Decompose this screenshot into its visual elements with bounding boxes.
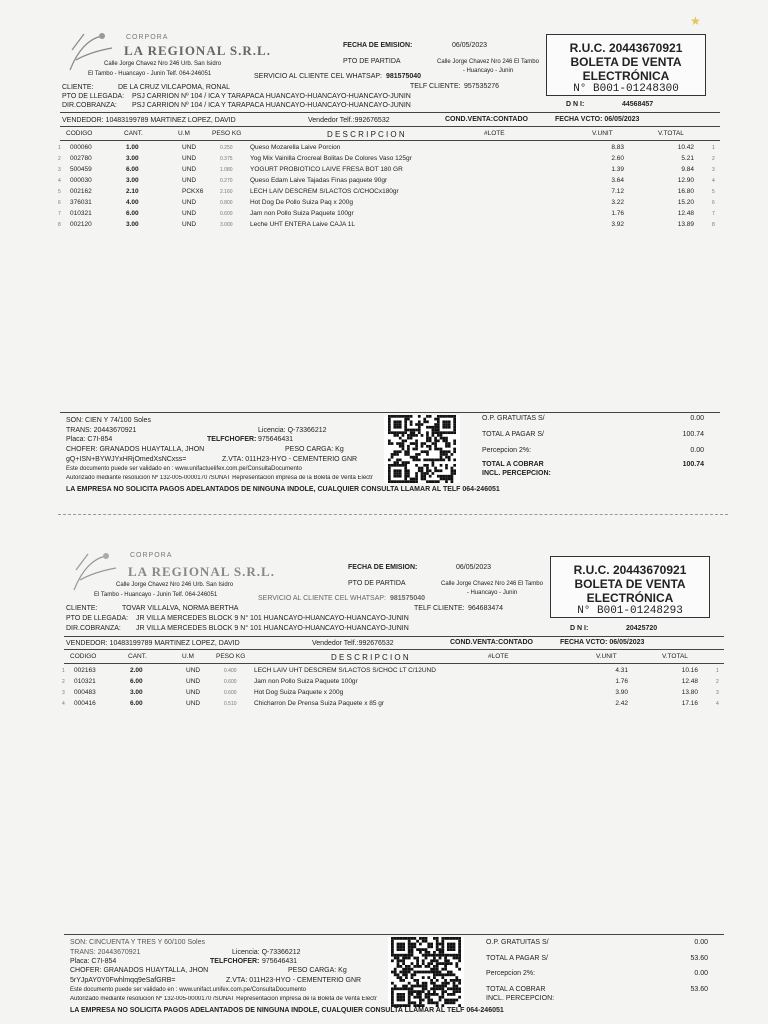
table-row — [0, 166, 760, 176]
doc-type-2: ELECTRÓNICA — [582, 69, 670, 83]
peso-carga: PESO CARGA: Kg — [285, 446, 344, 453]
pto-partida-label: PTO DE PARTIDA — [343, 58, 401, 65]
placa: Placa: C7I-854 — [66, 436, 113, 443]
item-index: 2 — [62, 679, 65, 685]
item-peso: 0.375 — [220, 156, 233, 162]
col-vtotal: V.TOTAL — [662, 653, 688, 660]
item-desc: Hot Dog Suiza Paquete x 200g — [254, 689, 344, 696]
item-vunit: 3.90 — [615, 689, 628, 696]
zvta: Z.VTA: 011H23-HYO - CEMENTERIO GNR — [222, 456, 358, 463]
item-code: 002120 — [70, 221, 92, 228]
telfchofer: 975646431 — [258, 436, 294, 443]
cliente: TOVAR VILLALVA, NORMA BERTHA — [122, 605, 239, 612]
fecha-vcto: FECHA VCTO: 06/05/2023 — [555, 116, 640, 123]
item-code: 500459 — [70, 166, 92, 173]
placa: Placa: C7I-854 — [70, 958, 117, 965]
table-row — [0, 177, 760, 187]
hash: gQ+ISN+BYWJYxHRjOmedXsNCxss= — [66, 456, 187, 463]
total-pagar: 53.60 — [690, 955, 708, 962]
zvta: Z.VTA: 011H23-HYO - CEMENTERIO GNR — [226, 977, 362, 984]
company-address2: El Tambo - Huancayo - Junin Telf. 064-246051 — [94, 592, 218, 598]
total-pagar-label: TOTAL A PAGAR S/ — [482, 431, 544, 438]
item-um: UND — [182, 155, 197, 162]
table-row — [0, 188, 760, 198]
item-desc: LECH LAIV UHT DESCREM S/LACTOS S/CHOC LT C/12UND — [254, 667, 436, 674]
qr-code-icon — [384, 415, 460, 483]
item-desc: Yog Mix Vainilla Crocreal Bolitas De Colores Vaso 125gr — [250, 155, 412, 162]
item-vunit: 1.76 — [615, 678, 628, 685]
item-index: 5 — [58, 189, 61, 195]
item-cant: 6.00 — [130, 700, 143, 707]
receipt-1 — [0, 0, 768, 510]
item-ref: 1 — [716, 668, 719, 674]
item-code: 002780 — [70, 155, 92, 162]
autorizado: Autorizado mediante resolución Nº 132-005-0000170 /SUNAT Representacion impresa de la Boleta de Venta Electr — [70, 996, 377, 1002]
chofer: CHOFER: GRANADOS HUAYTALLA, JHON — [66, 446, 205, 453]
item-desc: Chicharron De Prensa Suiza Paquete x 85 gr — [254, 700, 385, 707]
percepcion-label: Percepcion 2%: — [486, 970, 536, 977]
item-index: 1 — [58, 145, 61, 151]
item-ref: 1 — [712, 145, 715, 151]
item-code: 010321 — [70, 210, 92, 217]
peso-carga: PESO CARGA: Kg — [288, 967, 347, 974]
telfchofer-label: TELFCHOFER: — [207, 436, 257, 443]
dni-label: D N I: — [570, 625, 589, 632]
pto-partida-label: PTO DE PARTIDA — [348, 580, 406, 587]
cobranza-label: DIR.COBRANZA: — [66, 625, 121, 632]
item-um: UND — [182, 221, 197, 228]
receipt-2 — [0, 510, 768, 1024]
col-peso: PESO KG — [216, 653, 246, 660]
item-vunit: 7.12 — [611, 188, 624, 195]
divider — [64, 663, 724, 664]
validar: Este documento puede ser validado en : www.unifact.unifex.com.pe/ConsultaDocumento — [70, 987, 307, 993]
cliente-label: CLIENTE: — [62, 84, 94, 91]
item-index: 6 — [58, 200, 61, 206]
item-ref: 5 — [712, 189, 715, 195]
item-cant: 3.00 — [130, 689, 143, 696]
item-peso: 2.160 — [220, 189, 233, 195]
item-index: 3 — [62, 690, 65, 696]
col-codigo: CODIGO — [70, 653, 97, 660]
item-um: UND — [182, 210, 197, 217]
divider — [60, 140, 720, 141]
llegada-label: PTO DE LLEGADA: — [66, 615, 129, 622]
telf-cliente-label: TELF CLIENTE: — [410, 83, 461, 90]
col-um: U.M — [178, 130, 190, 137]
fecha-vcto: FECHA VCTO: 06/05/2023 — [560, 639, 645, 646]
item-index: 8 — [58, 222, 61, 228]
total-cobrar-label: TOTAL A COBRAR — [482, 461, 544, 468]
col-peso: PESO KG — [212, 130, 242, 137]
cond-venta: COND.VENTA:CONTADO — [445, 116, 528, 123]
total-gratuitas-label: O.P. GRATUITAS S/ — [482, 415, 545, 422]
item-code: 000060 — [70, 144, 92, 151]
item-code: 376031 — [70, 199, 92, 206]
cobranza: PSJ CARRION Nº 104 / ICA Y TARAPACA HUANCAYO-HUANCAYO-HUANCAYO-JUNIN — [132, 102, 411, 109]
item-code: 000030 — [70, 177, 92, 184]
item-ref: 6 — [712, 200, 715, 206]
llegada: PSJ CARRION Nº 104 / ICA Y TARAPACA HUANCAYO-HUANCAYO-HUANCAYO-JUNIN — [132, 93, 411, 100]
divider — [64, 649, 724, 650]
item-index: 2 — [58, 156, 61, 162]
item-index: 1 — [62, 668, 65, 674]
item-ref: 2 — [716, 679, 719, 685]
item-desc: Queso Mozarella Laive Porcion — [250, 144, 341, 151]
empresa-aviso: LA EMPRESA NO SOLICITA PAGOS ADELANTADOS DE NINGUNA INDOLE, CUALQUIER CONSULTA LLAMAR AL TELF 064-246051 — [66, 486, 500, 493]
table-header — [4, 653, 768, 663]
item-vtotal: 12.48 — [677, 210, 694, 217]
cond-venta: COND.VENTA:CONTADO — [450, 639, 533, 646]
item-vtotal: 12.48 — [681, 678, 698, 685]
item-desc: YOGURT PROBIOTICO LAIVE FRESA BOT 180 GR — [250, 166, 403, 173]
item-vunit: 3.64 — [611, 177, 624, 184]
item-cant: 4.00 — [126, 199, 139, 206]
item-peso: 0.800 — [220, 200, 233, 206]
son: SON: CIEN Y 74/100 Soles — [66, 417, 151, 424]
cliente: DE LA CRUZ VILCAPOMA, RONAL — [118, 84, 231, 91]
item-vtotal: 10.42 — [677, 144, 694, 151]
item-vtotal: 13.89 — [677, 221, 694, 228]
table-header — [0, 130, 768, 140]
col-lote: #LOTE — [488, 653, 509, 660]
col-vtotal: V.TOTAL — [658, 130, 684, 137]
company-name: LA REGIONAL S.R.L. — [124, 43, 271, 58]
item-peso: 0.600 — [224, 679, 237, 685]
cut-line — [58, 514, 728, 515]
corner-mark-icon: ★ — [690, 14, 701, 28]
ruc: R.U.C. 20443670921 — [569, 41, 683, 55]
son: SON: CINCUENTA Y TRES Y 60/100 Soles — [70, 939, 206, 946]
item-desc: Jam non Pollo Suiza Paquete 100gr — [250, 210, 354, 217]
item-cant: 6.00 — [126, 210, 139, 217]
item-vunit: 1.76 — [611, 210, 624, 217]
trans: TRANS: 20443670921 — [70, 949, 141, 956]
telf-cliente-label: TELF CLIENTE: — [414, 605, 465, 612]
item-ref: 4 — [712, 178, 715, 184]
item-ref: 8 — [712, 222, 715, 228]
item-um: UND — [186, 667, 201, 674]
item-vtotal: 16.80 — [677, 188, 694, 195]
item-vunit: 8.83 — [611, 144, 624, 151]
item-um: UND — [182, 144, 197, 151]
item-cant: 6.00 — [130, 678, 143, 685]
item-cant: 2.00 — [130, 667, 143, 674]
table-row — [4, 689, 764, 699]
col-um: U.M — [182, 653, 194, 660]
whatsapp: 981575040 — [390, 595, 426, 602]
item-peso: 0.400 — [224, 668, 237, 674]
total-pagar: 100.74 — [682, 431, 704, 438]
company-name: LA REGIONAL S.R.L. — [128, 564, 275, 579]
table-row — [0, 199, 760, 209]
item-desc: Hot Dog De Pollo Suiza Paq x 200g — [250, 199, 353, 206]
item-code: 010321 — [74, 678, 96, 685]
item-code: 002163 — [74, 667, 96, 674]
item-um: UND — [182, 199, 197, 206]
item-vunit: 3.22 — [611, 199, 624, 206]
autorizado: Autorizado mediante resolución Nº 132-005-0000170 /SUNAT Representacion impresa de la Boleta de Venta Electr — [66, 475, 373, 481]
item-desc: Queso Edam Laive Tajadas Finas paquete 90gr — [250, 177, 388, 184]
telf-cliente: 957535276 — [464, 83, 500, 90]
divider — [64, 636, 724, 637]
item-index: 4 — [62, 701, 65, 707]
item-peso: 0.600 — [220, 211, 233, 217]
item-cant: 3.00 — [126, 177, 139, 184]
col-codigo: CODIGO — [66, 130, 93, 137]
col-cant: CANT. — [124, 130, 143, 137]
item-index: 3 — [58, 167, 61, 173]
empresa-aviso: LA EMPRESA NO SOLICITA PAGOS ADELANTADOS DE NINGUNA INDOLE, CUALQUIER CONSULTA LLAMAR AL TELF 064-246051 — [70, 1007, 504, 1014]
item-vunit: 3.92 — [611, 221, 624, 228]
company-address: Calle Jorge Chavez Nro 246 Urb. San Isidro — [104, 61, 222, 67]
col-descripcion: D E S C R I P C I O N — [327, 130, 405, 139]
fecha-emision: 06/05/2023 — [452, 42, 488, 49]
pto-partida: Calle Jorge Chavez Nro 246 El Tambo - Huancayo - Junin — [437, 59, 539, 74]
doc-type-2: ELECTRÓNICA — [586, 591, 674, 605]
item-peso: 0.600 — [224, 690, 237, 696]
total-pagar-label: TOTAL A PAGAR S/ — [486, 955, 548, 962]
divider — [60, 126, 720, 127]
dni: 20425720 — [626, 625, 658, 632]
percepcion-label: Percepcion 2%: — [482, 447, 532, 454]
whatsapp-label: SERVICIO AL CLIENTE CEL WHATSAP: — [258, 595, 386, 602]
table-row — [0, 144, 760, 154]
pto-partida: Calle Jorge Chavez Nro 246 El Tambo - Huancayo - Junin — [441, 581, 543, 596]
item-um: UND — [182, 177, 197, 184]
doc-type: BOLETA DE VENTA — [570, 55, 682, 69]
divider — [64, 934, 724, 935]
incl-percepcion-label: INCL. PERCEPCION: — [486, 995, 555, 1002]
company-address2: El Tambo - Huancayo - Junin Telf. 064-246051 — [88, 71, 212, 77]
item-vtotal: 5.21 — [681, 155, 694, 162]
table-row — [4, 667, 764, 677]
cobranza-label: DIR.COBRANZA: — [62, 102, 117, 109]
item-um: UND — [186, 700, 201, 707]
item-peso: 3.000 — [220, 222, 233, 228]
item-ref: 4 — [716, 701, 719, 707]
vendedor-tel: Vendedor Telf.:992676532 — [308, 117, 390, 124]
item-um: PCKX6 — [182, 188, 204, 195]
total-cobrar: 100.74 — [682, 461, 704, 468]
total-gratuitas: 0.00 — [690, 415, 704, 422]
company-small: CORPORA — [130, 552, 173, 559]
item-cant: 3.00 — [126, 155, 139, 162]
vendedor: VENDEDOR: 10483199789 MARTINEZ LOPEZ, DAVID — [66, 640, 240, 647]
telfchofer: 975646431 — [262, 958, 298, 965]
item-vunit: 1.39 — [611, 166, 624, 173]
doc-number: N° B001-01248300 — [573, 83, 679, 95]
validar: Este documento puede ser validado en : www.unifactuelifex.com.pe/ConsultaDocumento — [66, 466, 302, 472]
licencia: Licencia: Q-73366212 — [258, 427, 327, 434]
item-code: 000416 — [74, 700, 96, 707]
chofer: CHOFER: GRANADOS HUAYTALLA, JHON — [70, 967, 209, 974]
licencia: Licencia: Q-73366212 — [232, 949, 301, 956]
incl-percepcion-label: INCL. PERCEPCION: — [482, 470, 551, 477]
vendedor: VENDEDOR: 10483199789 MARTINEZ LOPEZ, DAVID — [62, 117, 236, 124]
item-peso: 0.510 — [224, 701, 237, 707]
col-vunit: V.UNIT — [592, 130, 613, 137]
total-gratuitas: 0.00 — [694, 939, 708, 946]
hash: 5rYJpAY0Y0Fwhlmqq9eSafGRB= — [70, 977, 176, 984]
fecha-emision: 06/05/2023 — [456, 564, 492, 571]
qr-code-icon — [388, 937, 464, 1007]
item-vtotal: 13.80 — [681, 689, 698, 696]
whatsapp-label: SERVICIO AL CLIENTE CEL WHATSAP: — [254, 73, 382, 80]
item-vtotal: 15.20 — [677, 199, 694, 206]
percepcion: 0.00 — [694, 970, 708, 977]
table-row — [0, 221, 760, 231]
ruc-box — [550, 556, 710, 618]
total-cobrar-label: TOTAL A COBRAR — [486, 986, 546, 993]
item-desc: Jam non Pollo Suiza Paquete 100gr — [254, 678, 358, 685]
item-vtotal: 12.90 — [677, 177, 694, 184]
col-cant: CANT. — [128, 653, 147, 660]
fecha-emision-label: FECHA DE EMISION: — [348, 564, 418, 571]
item-ref: 3 — [716, 690, 719, 696]
doc-number: N° B001-01248293 — [577, 605, 683, 617]
item-vtotal: 9.84 — [681, 166, 694, 173]
item-cant: 3.00 — [126, 221, 139, 228]
col-lote: #LOTE — [484, 130, 505, 137]
item-um: UND — [186, 678, 201, 685]
item-vunit: 2.60 — [611, 155, 624, 162]
item-peso: 1.080 — [220, 167, 233, 173]
item-vunit: 2.42 — [615, 700, 628, 707]
company-logo-icon — [66, 550, 126, 598]
item-index: 7 — [58, 211, 61, 217]
item-um: UND — [186, 689, 201, 696]
company-small: CORPORA — [126, 34, 169, 41]
item-um: UND — [182, 166, 197, 173]
item-desc: Leche UHT ENTERA Laive CAJA 1L — [250, 221, 356, 228]
item-vtotal: 10.16 — [681, 667, 698, 674]
telfchofer-label: TELFCHOFER: — [210, 958, 260, 965]
table-row — [0, 210, 760, 220]
ruc: R.U.C. 20443670921 — [573, 563, 687, 577]
whatsapp: 981575040 — [386, 73, 422, 80]
item-ref: 3 — [712, 167, 715, 173]
item-desc: LECH LAIV DESCREM S/LACTOS C/CHOCx180gr — [250, 188, 399, 195]
item-ref: 7 — [712, 211, 715, 217]
ruc-box — [546, 34, 706, 96]
item-peso: 0.250 — [220, 145, 233, 151]
col-vunit: V.UNIT — [596, 653, 617, 660]
divider — [60, 112, 720, 113]
table-row — [4, 678, 764, 688]
table-row — [4, 700, 764, 710]
item-code: 000483 — [74, 689, 96, 696]
item-peso: 0.270 — [220, 178, 233, 184]
company-address: Calle Jorge Chavez Nro 246 Urb. San Isidro — [116, 582, 234, 588]
divider — [60, 412, 720, 413]
doc-type: BOLETA DE VENTA — [574, 577, 686, 591]
dni-label: D N I: — [566, 101, 585, 108]
item-cant: 1.00 — [126, 144, 139, 151]
item-vtotal: 17.16 — [681, 700, 698, 707]
vendedor-tel: Vendedor Telf.:992676532 — [312, 640, 394, 647]
dni: 44568457 — [622, 101, 654, 108]
telf-cliente: 964683474 — [468, 605, 504, 612]
item-ref: 2 — [712, 156, 715, 162]
col-descripcion: D E S C R I P C I O N — [331, 653, 409, 662]
item-code: 002162 — [70, 188, 92, 195]
cobranza: JR VILLA MERCEDES BLOCK 9 N° 101 HUANCAYO-HUANCAYO-HUANCAYO-JUNIN — [136, 625, 409, 632]
item-cant: 6.00 — [126, 166, 139, 173]
fecha-emision-label: FECHA DE EMISION: — [343, 42, 413, 49]
item-cant: 2.10 — [126, 188, 139, 195]
llegada: JR VILLA MERCEDES BLOCK 9 N° 101 HUANCAYO-HUANCAYO-HUANCAYO-JUNIN — [136, 615, 409, 622]
llegada-label: PTO DE LLEGADA: — [62, 93, 125, 100]
table-row — [0, 155, 760, 165]
item-vunit: 4.31 — [615, 667, 628, 674]
item-index: 4 — [58, 178, 61, 184]
cliente-label: CLIENTE: — [66, 605, 98, 612]
total-gratuitas-label: O.P. GRATUITAS S/ — [486, 939, 549, 946]
percepcion: 0.00 — [690, 447, 704, 454]
trans: TRANS: 20443670921 — [66, 427, 137, 434]
total-cobrar: 53.60 — [690, 986, 708, 993]
